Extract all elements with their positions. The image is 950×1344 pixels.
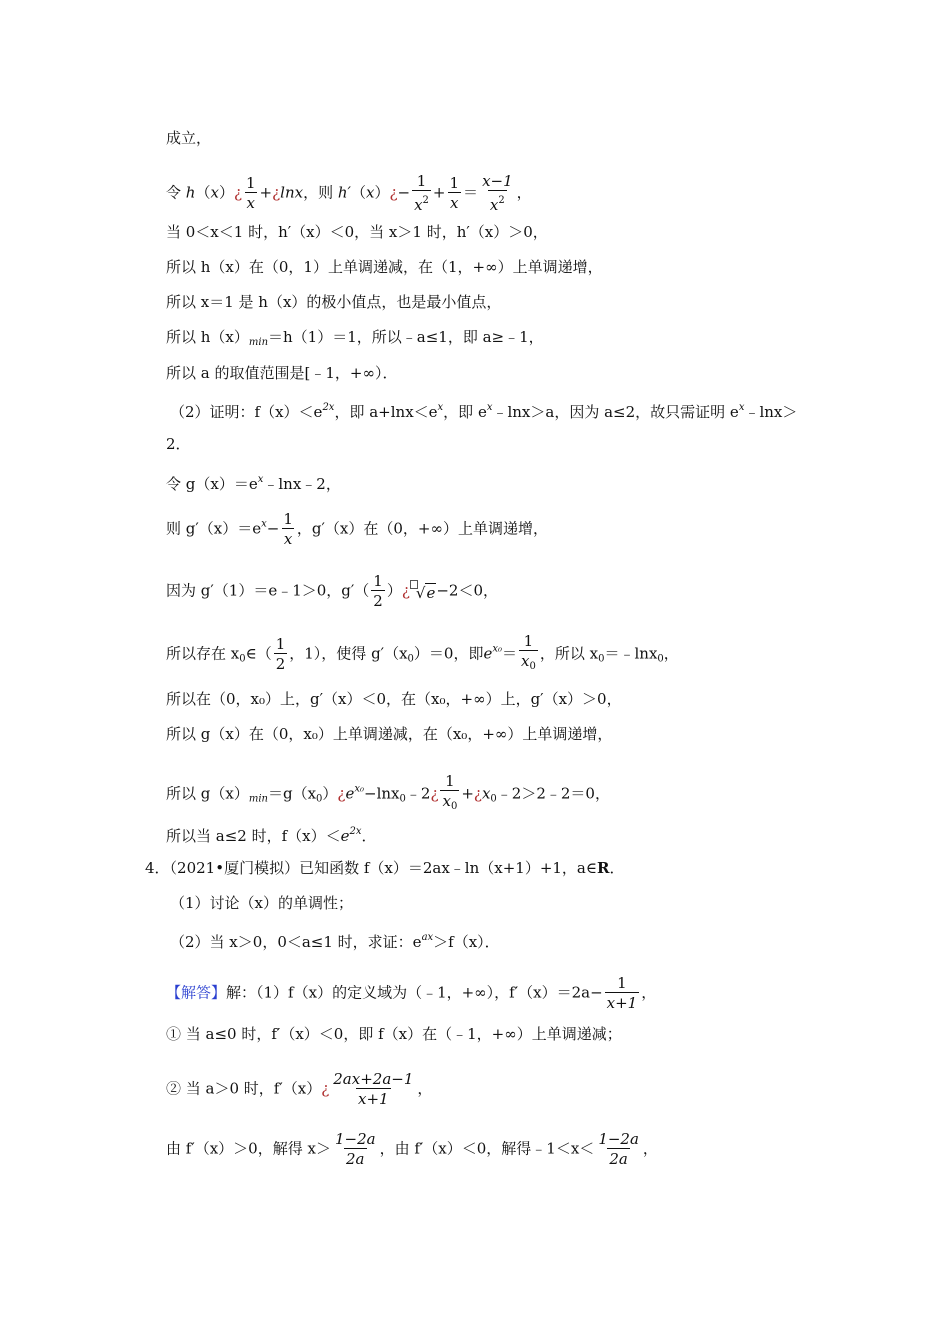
garbled-glyph: ¿ bbox=[337, 784, 346, 803]
numerator: 1 bbox=[416, 172, 427, 190]
text: ∈（ bbox=[245, 644, 272, 663]
math-h: h bbox=[185, 183, 196, 202]
subscript: 0 bbox=[598, 653, 605, 665]
line-14: 所以在（0，x₀）上，g′（x）＜0，在（x₀，+∞）上，g′（x）＞0， bbox=[166, 690, 622, 708]
text: ＝h（1）＝1，所以﹣a≤1，即 a≥﹣1， bbox=[268, 328, 544, 346]
fraction-1-over-x0 bbox=[519, 632, 538, 677]
set-R: R bbox=[596, 859, 610, 877]
denominator: 2 bbox=[373, 592, 383, 610]
equals: ＝ bbox=[502, 644, 518, 663]
garbled-glyph: ¿ bbox=[233, 183, 242, 202]
numerator: 1 bbox=[617, 974, 627, 992]
plus: + bbox=[259, 183, 273, 202]
denominator: $x_0$ bbox=[440, 790, 459, 817]
text: 由 f′（x）＞0，解得 x＞ bbox=[166, 1139, 331, 1158]
text: 所以 g（x） bbox=[166, 784, 249, 803]
plus: + bbox=[432, 183, 446, 202]
text: ） bbox=[218, 183, 234, 202]
missing-glyph-box bbox=[410, 580, 418, 589]
equals: ＝ bbox=[463, 183, 479, 202]
text: ② 当 a＞0 时，f′（x） bbox=[166, 1079, 322, 1098]
fraction-1-over-x2 bbox=[412, 172, 431, 215]
text: ）＝0，即 bbox=[413, 644, 484, 663]
denominator: x bbox=[283, 530, 293, 548]
line-5: 所以 x＝1 是 h（x）的极小值点，也是最小值点， bbox=[166, 293, 502, 311]
line-11 bbox=[166, 510, 548, 549]
subscript: 0 bbox=[316, 793, 323, 805]
text: ，所以 x bbox=[539, 644, 599, 663]
problem-4-part-2 bbox=[170, 928, 500, 952]
line-10 bbox=[166, 470, 341, 494]
minus: − bbox=[397, 183, 411, 202]
text: 所以存在 x bbox=[166, 644, 240, 663]
superscript: x bbox=[486, 402, 493, 413]
superscript: x bbox=[257, 474, 264, 485]
fraction-1-over-2 bbox=[371, 572, 385, 611]
numerator: 1 bbox=[523, 632, 534, 650]
fraction-1-over-x bbox=[448, 174, 462, 213]
answer-case-1: ① 当 a≤0 时，f′（x）＜0，即 f（x）在（﹣1，+∞）上单调递减； bbox=[166, 1025, 622, 1043]
text: ﹣lnx﹣2， bbox=[263, 475, 341, 493]
math-lnx: lnx bbox=[280, 183, 304, 202]
problem-4-header bbox=[145, 858, 624, 878]
fraction-1-over-x bbox=[244, 174, 258, 213]
fraction-1-over-xp1 bbox=[605, 974, 640, 1013]
numerator: 1 bbox=[275, 635, 286, 653]
text: ， bbox=[663, 644, 679, 663]
superscript: x bbox=[738, 402, 745, 413]
text: ． bbox=[609, 859, 625, 877]
line-6 bbox=[166, 327, 544, 353]
line-4: 所以 h（x）在（0，1）上单调递减，在（1，+∞）上单调递增， bbox=[166, 258, 603, 276]
denominator: 2 bbox=[275, 655, 286, 673]
minus: − bbox=[266, 519, 280, 538]
line-9: 2． bbox=[166, 435, 191, 453]
text: ） bbox=[322, 784, 338, 803]
superscript: ax bbox=[421, 932, 434, 943]
text: 令 bbox=[166, 183, 186, 202]
text: ﹣2＞2﹣2＝0， bbox=[496, 784, 610, 803]
superscript: 2x bbox=[349, 826, 362, 837]
subscript: 0 bbox=[239, 653, 246, 665]
subscript-min: min bbox=[248, 793, 268, 805]
superscript: x₀ bbox=[354, 783, 365, 795]
text: ，g′（x）在（0，+∞）上单调递增， bbox=[296, 519, 548, 538]
text: ， bbox=[642, 1139, 658, 1158]
superscript: 2x bbox=[322, 402, 335, 413]
radical: √e bbox=[410, 580, 436, 603]
numerator: 1 bbox=[283, 510, 293, 528]
line-13 bbox=[166, 632, 679, 677]
text: 所以 h（x） bbox=[166, 328, 249, 346]
subscript: 0 bbox=[399, 793, 406, 805]
text: ， bbox=[516, 183, 532, 202]
denominator: $x^2$ bbox=[412, 190, 431, 215]
superscript: x₀ bbox=[492, 643, 503, 655]
answer-tag: 【解答】 bbox=[166, 983, 227, 1002]
text: ﹣2 bbox=[405, 784, 431, 803]
line-16 bbox=[166, 772, 610, 817]
garbled-glyph: ¿ bbox=[389, 183, 398, 202]
numerator: 1 bbox=[449, 174, 460, 192]
text: 则 g′（x）＝e bbox=[166, 519, 262, 538]
garbled-glyph: ¿ bbox=[430, 784, 439, 803]
text: ． bbox=[361, 827, 377, 845]
subscript-min: min bbox=[248, 337, 269, 348]
line-17 bbox=[166, 822, 377, 846]
text: 令 g（x）＝e bbox=[166, 475, 258, 493]
text: 所以当 a≤2 时，f（x）＜ bbox=[166, 827, 341, 845]
text: −2＜0， bbox=[436, 581, 499, 600]
text: ，由 f′（x）＜0，解得﹣1＜x＜ bbox=[379, 1139, 595, 1158]
numerator: 1 bbox=[445, 772, 455, 790]
math-x: x bbox=[365, 183, 375, 202]
superscript: x bbox=[437, 402, 444, 413]
text: ＝g（x bbox=[267, 784, 317, 803]
math-e: e bbox=[340, 827, 350, 845]
fraction-2ax bbox=[331, 1070, 415, 1109]
text: 解：（1）f（x）的定义域为（﹣1，+∞），f′（x）＝2a− bbox=[226, 983, 603, 1002]
fraction-1m2a-over-2a bbox=[596, 1130, 641, 1169]
fraction-xm1-over-x2 bbox=[480, 172, 515, 215]
plus: + bbox=[461, 784, 474, 803]
denominator: x bbox=[246, 194, 255, 212]
math-e: e bbox=[483, 644, 493, 663]
denominator: x+1 bbox=[358, 1090, 389, 1108]
line-7: 所以 a 的取值范围是[﹣1，+∞）． bbox=[166, 364, 398, 382]
line-3: 当 0＜x＜1 时，h′（x）＜0，当 x＞1 时，h′（x）＞0， bbox=[166, 223, 548, 241]
text: ， bbox=[417, 1079, 433, 1098]
text: ﹣lnx＞a，因为 a≤2，故只需证明 e bbox=[492, 403, 739, 421]
text: （2）当 x＞0，0＜a≤1 时，求证：e bbox=[170, 933, 422, 951]
garbled-glyph: ¿ bbox=[401, 581, 410, 600]
text: （ bbox=[195, 183, 211, 202]
numerator: 1−2a bbox=[334, 1130, 376, 1148]
math-x: x bbox=[481, 784, 491, 803]
denominator: $x_0$ bbox=[519, 650, 538, 677]
text: ﹣lnx＞ bbox=[744, 403, 798, 421]
text: ＝﹣lnx bbox=[604, 644, 658, 663]
text: （2）证明：f（x）＜e bbox=[170, 403, 323, 421]
garbled-glyph: ¿ bbox=[473, 784, 482, 803]
subscript: 0 bbox=[407, 653, 414, 665]
text: ） bbox=[386, 581, 402, 600]
denominator: $x^2$ bbox=[488, 190, 507, 215]
radicand: e bbox=[426, 584, 436, 602]
text: ， bbox=[641, 983, 657, 1002]
fraction-1-over-2 bbox=[274, 635, 288, 674]
answer-case-2 bbox=[166, 1070, 432, 1109]
line-2 bbox=[166, 172, 532, 215]
math-x: x bbox=[210, 183, 219, 202]
fraction-1-over-x0 bbox=[440, 772, 459, 817]
answer-line-3 bbox=[166, 1130, 658, 1169]
line-1: 成立， bbox=[166, 129, 212, 147]
text: ，即 a+lnx＜e bbox=[334, 403, 438, 421]
fraction-1m2a-over-2a bbox=[333, 1130, 378, 1169]
denominator: x+1 bbox=[606, 994, 638, 1012]
numerator: 2ax+2a−1 bbox=[333, 1070, 414, 1088]
numerator: 1−2a bbox=[598, 1130, 639, 1148]
numerator: 1 bbox=[373, 572, 383, 590]
line-8 bbox=[170, 398, 797, 422]
text: −lnx bbox=[364, 784, 400, 803]
text: ，即 e bbox=[443, 403, 487, 421]
text: ） bbox=[374, 183, 390, 202]
answer-line-1 bbox=[166, 974, 656, 1013]
line-12 bbox=[166, 572, 498, 611]
text: （ bbox=[350, 183, 366, 202]
text: ，1），使得 g′（x bbox=[289, 644, 408, 663]
text: 4．（2021•厦门模拟）已知函数 f（x）＝2ax﹣ln（x+1）+1，a∈ bbox=[145, 859, 597, 877]
subscript: 0 bbox=[657, 653, 664, 665]
fraction-1-over-x bbox=[281, 510, 295, 549]
math-hp: h′ bbox=[337, 183, 351, 202]
problem-4-part-1: （1）讨论（x）的单调性； bbox=[170, 894, 354, 912]
superscript: x bbox=[261, 518, 267, 530]
text: ，则 bbox=[303, 183, 338, 202]
denominator: 2a bbox=[346, 1150, 365, 1168]
denominator: 2a bbox=[609, 1150, 628, 1168]
line-15: 所以 g（x）在（0，x₀）上单调递减，在（x₀，+∞）上单调递增， bbox=[166, 725, 613, 743]
text: 因为 g′（1）＝e﹣1＞0，g′（ bbox=[166, 581, 370, 600]
garbled-glyph: ¿ bbox=[272, 183, 281, 202]
subscript: 0 bbox=[490, 793, 497, 805]
numerator: 1 bbox=[246, 174, 256, 192]
numerator: x−1 bbox=[482, 172, 513, 190]
math-e: e bbox=[345, 784, 355, 803]
denominator: x bbox=[450, 194, 459, 212]
garbled-glyph: ¿ bbox=[321, 1079, 330, 1098]
text: ＞f（x）． bbox=[433, 933, 500, 951]
